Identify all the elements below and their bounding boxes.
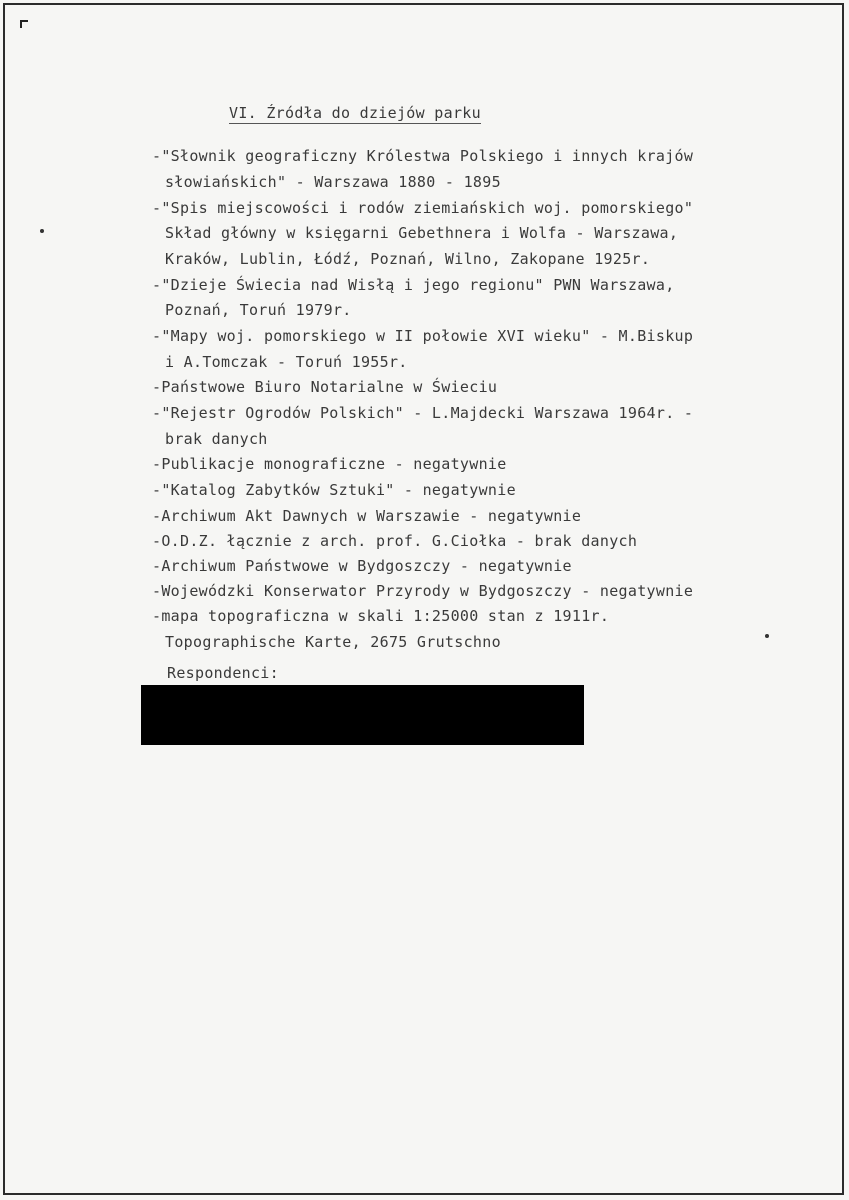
respondents-label: Respondenci: xyxy=(167,664,279,682)
source-line: -Wojewódzki Konserwator Przyrody w Bydgoszczy - negatywnie xyxy=(152,582,694,600)
source-line: i A.Tomczak - Toruń 1955r. xyxy=(165,353,408,371)
source-line: Kraków, Lublin, Łódź, Poznań, Wilno, Zakopane 1925r. xyxy=(165,250,651,268)
source-line: brak danych xyxy=(165,430,268,448)
source-line: słowiańskich" - Warszawa 1880 - 1895 xyxy=(165,173,501,191)
source-line: -O.D.Z. łącznie z arch. prof. G.Ciołka - brak danych xyxy=(152,532,638,550)
source-line: Skład główny w księgarni Gebethnera i Wolfa - Warszawa, xyxy=(165,224,679,242)
source-line: -Archiwum Państwowe w Bydgoszczy - negatywnie xyxy=(152,557,572,575)
section-heading: VI. Źródła do dziejów parku xyxy=(229,104,481,122)
source-line: -Publikacje monograficzne - negatywnie xyxy=(152,455,507,473)
source-line: -"Słownik geograficzny Królestwa Polskiego i innych krajów xyxy=(152,147,694,165)
source-line: Topographische Karte, 2675 Grutschno xyxy=(165,633,501,651)
source-line: -"Spis miejscowości i rodów ziemiańskich woj. pomorskiego" xyxy=(152,199,694,217)
source-line: -Archiwum Akt Dawnych w Warszawie - negatywnie xyxy=(152,507,582,525)
source-line: -"Mapy woj. pomorskiego w II połowie XVI wieku" - M.Biskup xyxy=(152,327,694,345)
redaction-block xyxy=(141,685,584,745)
source-line: -mapa topograficzna w skali 1:25000 stan z 1911r. xyxy=(152,607,610,625)
source-line: -"Rejestr Ogrodów Polskich" - L.Majdecki Warszawa 1964r. - xyxy=(152,404,694,422)
punch-dot xyxy=(765,634,769,638)
punch-dot xyxy=(40,229,44,233)
source-line: -Państwowe Biuro Notarialne w Świeciu xyxy=(152,378,498,396)
source-line: Poznań, Toruń 1979r. xyxy=(165,301,352,319)
source-line: -"Katalog Zabytków Sztuki" - negatywnie xyxy=(152,481,516,499)
source-line: -"Dzieje Świecia nad Wisłą i jego regionu" PWN Warszawa, xyxy=(152,276,675,294)
